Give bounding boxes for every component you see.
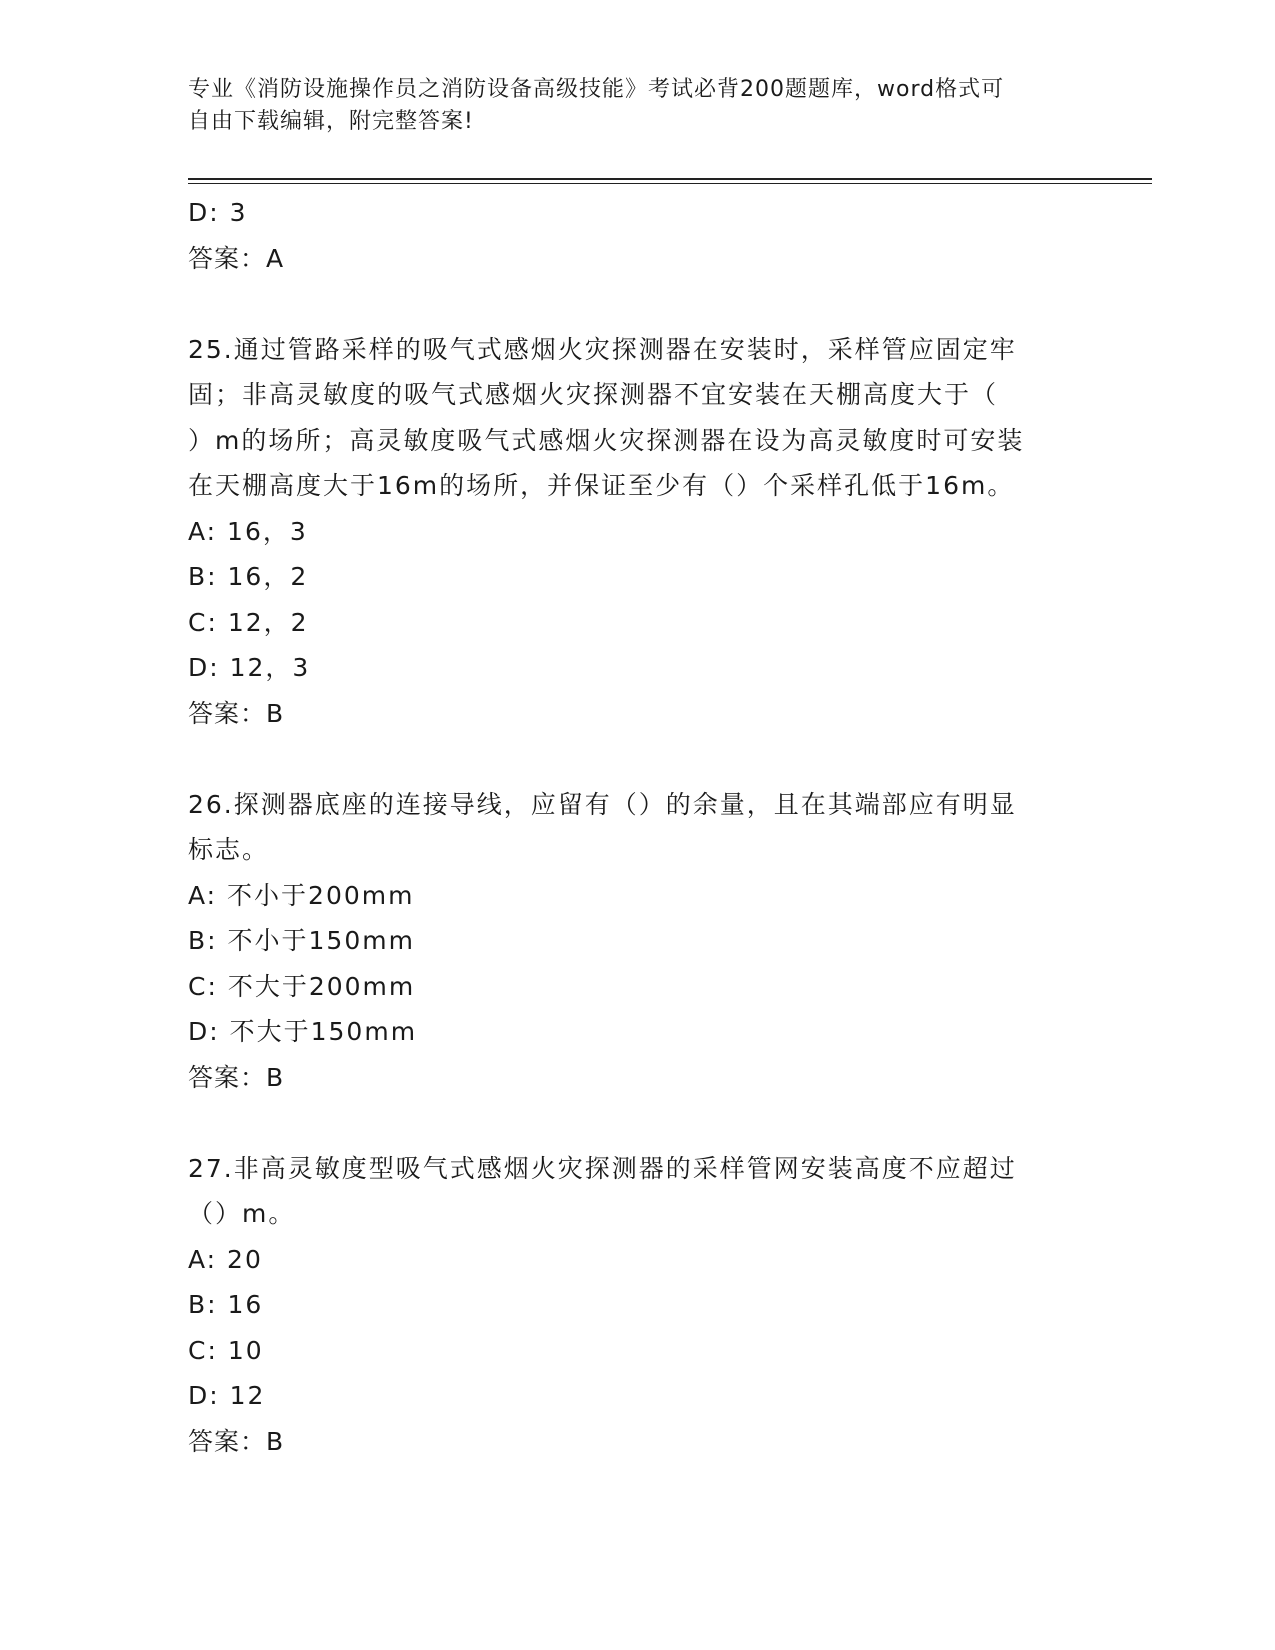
q26-option-b: B: 不小于150mm [188,926,415,955]
q27-option-b: B: 16 [188,1290,264,1319]
q27-answer: 答案：B [188,1426,285,1456]
q27-text-line-1: 27.非高灵敏度型吸气式感烟火灾探测器的采样管网安装高度不应超过 [188,1153,1017,1183]
q27-text-line-2: （）m。 [188,1199,296,1228]
q26-option-c: C: 不大于200mm [188,971,416,1001]
prev-answer: 答案：A [188,243,285,273]
header-line-1: 专业《消防设施操作员之消防设备高级技能》考试必背200题题库，word格式可 [188,77,1005,102]
q25-option-d: D: 12，3 [188,653,311,682]
spacer [188,1100,1088,1146]
q25-option-c: C: 12，2 [188,607,309,637]
q26-option-a: A: 不小于200mm [188,880,415,910]
q25-text-line-2: 固；非高灵敏度的吸气式感烟火灾探测器不宜安装在天棚高度大于（ [188,380,999,409]
header-rule-thick [188,178,1152,180]
q27-option-c: C: 10 [188,1335,264,1365]
q26-option-d: D: 不大于150mm [188,1017,418,1046]
question-list [188,190,1088,1464]
q26-answer: 答案：B [188,1062,285,1092]
q25-option-a: A: 16，3 [188,516,308,546]
header-rule-thin [188,183,1152,184]
spacer [188,281,1088,327]
spacer [188,736,1088,782]
q27-option-d: D: 12 [188,1381,266,1410]
page-header [188,74,1068,138]
q26-text-line-1: 26.探测器底座的连接导线，应留有（）的余量，且在其端部应有明显 [188,789,1017,819]
header-line-2: 自由下载编辑，附完整答案! [188,109,474,134]
q26-text-line-2: 标志。 [188,835,270,864]
prev-option-d: D: 3 [188,198,248,227]
q25-text-line-4: 在天棚高度大于16m的场所，并保证至少有（）个采样孔低于16m。 [188,471,1015,500]
q25-answer: 答案：B [188,698,285,728]
q25-text-line-3: ）m的场所；高灵敏度吸气式感烟火灾探测器在设为高灵敏度时可安装 [188,425,1025,455]
q27-option-a: A: 20 [188,1244,263,1274]
q25-option-b: B: 16，2 [188,562,309,591]
q25-text-line-1: 25.通过管路采样的吸气式感烟火灾探测器在安装时，采样管应固定牢 [188,334,1017,364]
